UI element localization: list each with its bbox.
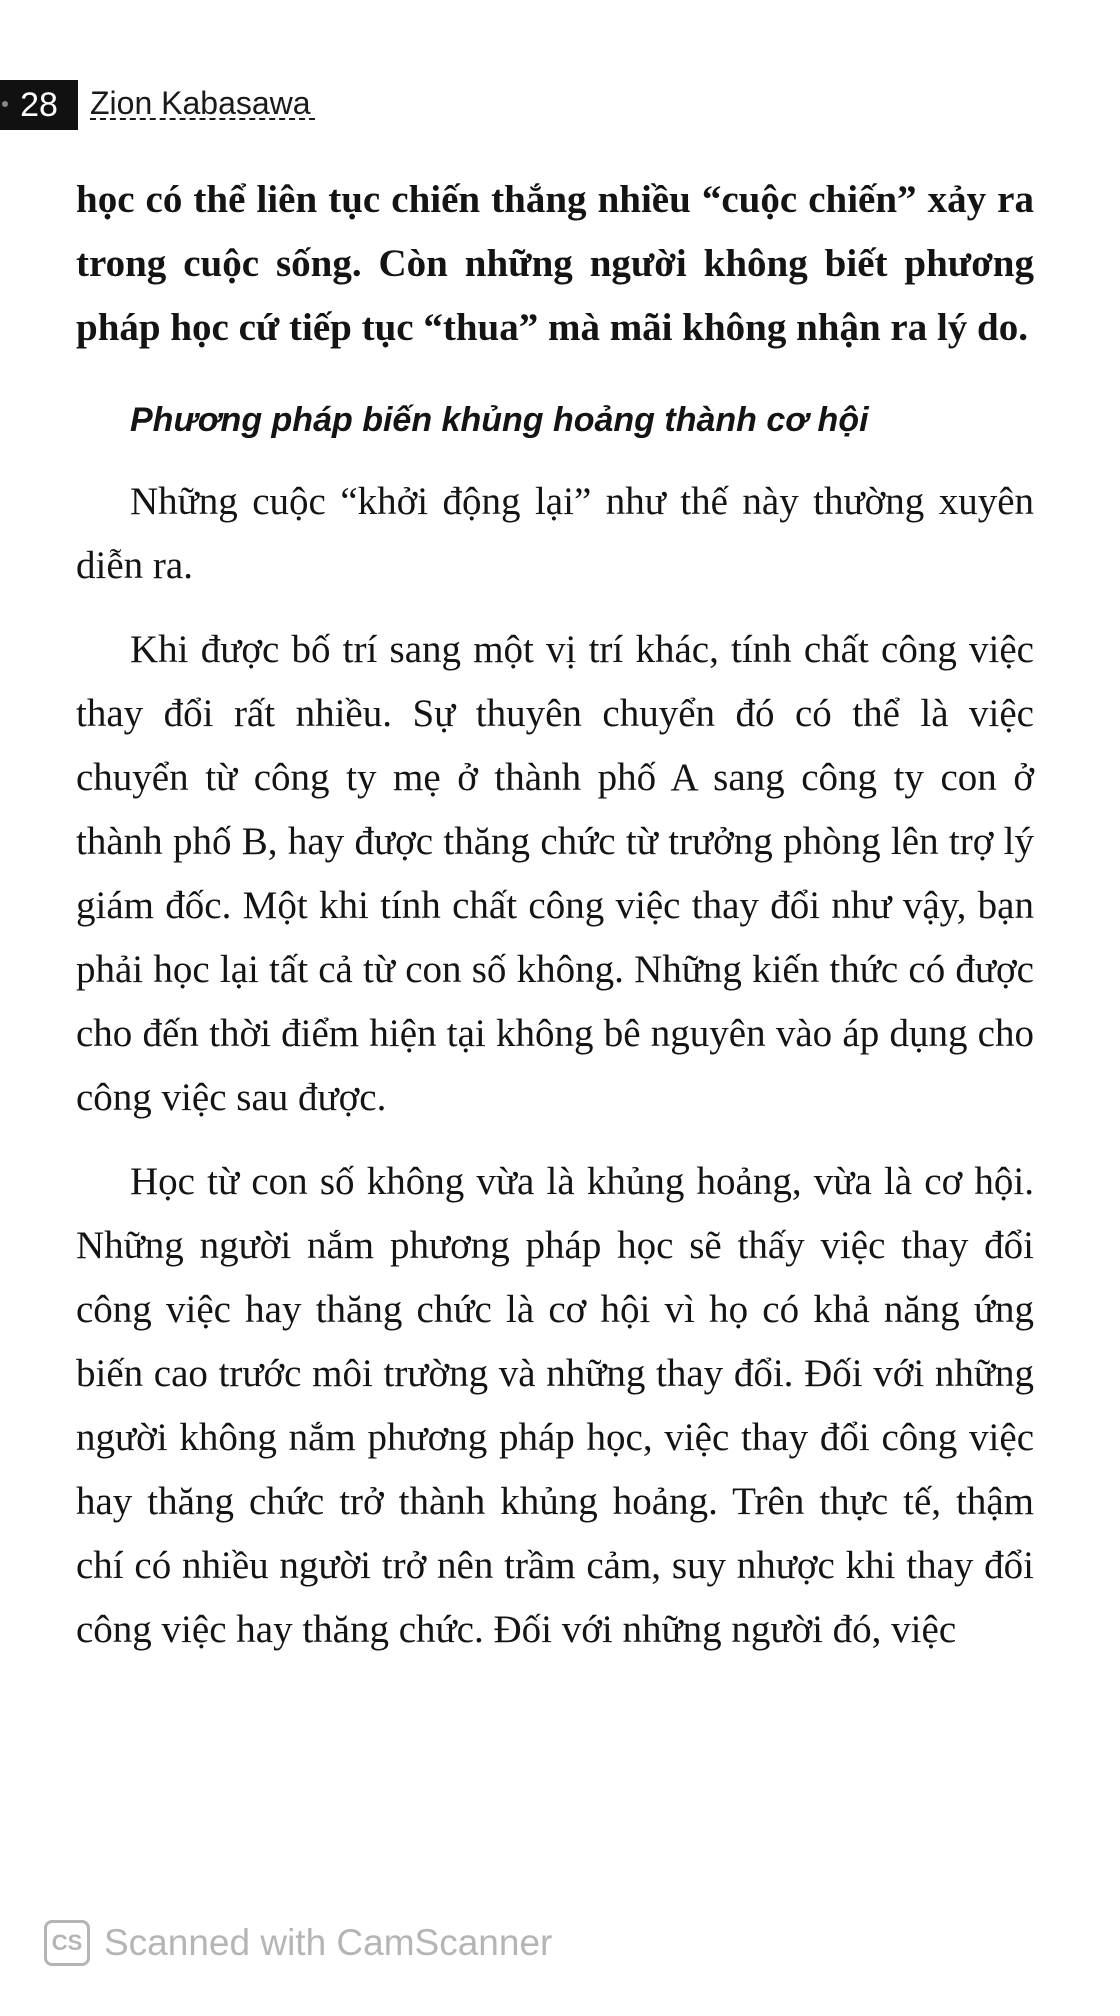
bullet-dot-icon (2, 101, 8, 107)
page-content (76, 168, 1034, 1682)
paragraph-2: Khi được bố trí sang một vị trí khác, tính chất công việc thay đổi rất nhiều. Sự thuyên chuyển đó có thể là việc chuyển từ công ty mẹ ở thành phố A sang công ty con ở thành phố B, hay được thăng chức từ trưởng phòng lên trợ lý giám đốc. Một khi tính chất công việc thay đổi như vậy, bạn phải học lại tất cả từ con số không. Những kiến thức có được cho đến thời điểm hiện tại không bê nguyên vào áp dụng cho công việc sau được. (76, 628, 1034, 1119)
camscanner-logo-icon: CS (44, 1920, 90, 1966)
page-number: 28 (20, 85, 58, 124)
section-heading: Phương pháp biến khủng hoảng thành cơ hội (130, 401, 869, 439)
page-header (0, 80, 315, 130)
page-number-badge (0, 80, 78, 130)
watermark-text: Scanned with CamScanner (104, 1922, 553, 1963)
paragraph-1: Những cuộc “khởi động lại” như thế này thường xuyên diễn ra. (76, 480, 1034, 587)
author-name: Zion Kabasawa (90, 80, 315, 120)
paragraph-3: Học từ con số không vừa là khủng hoảng, vừa là cơ hội. Những người nắm phương pháp học sẽ thấy việc thay đổi công việc hay thăng chức là cơ hội vì họ có khả năng ứng biến cao trước môi trường và những thay đổi. Đối với những người không nắm phương pháp học, việc thay đổi công việc hay thăng chức trở thành khủng hoảng. Trên thực tế, thậm chí có nhiều người trở nên trầm cảm, suy nhược khi thay đổi công việc hay thăng chức. Đối với những người đó, việc (76, 1160, 1034, 1651)
camscanner-watermark (44, 1920, 552, 1966)
intro-paragraph: học có thể liên tục chiến thắng nhiều “cuộc chiến” xảy ra trong cuộc sống. Còn những người không biết phương pháp học cứ tiếp tục “thua” mà mãi không nhận ra lý do. (76, 178, 1034, 349)
